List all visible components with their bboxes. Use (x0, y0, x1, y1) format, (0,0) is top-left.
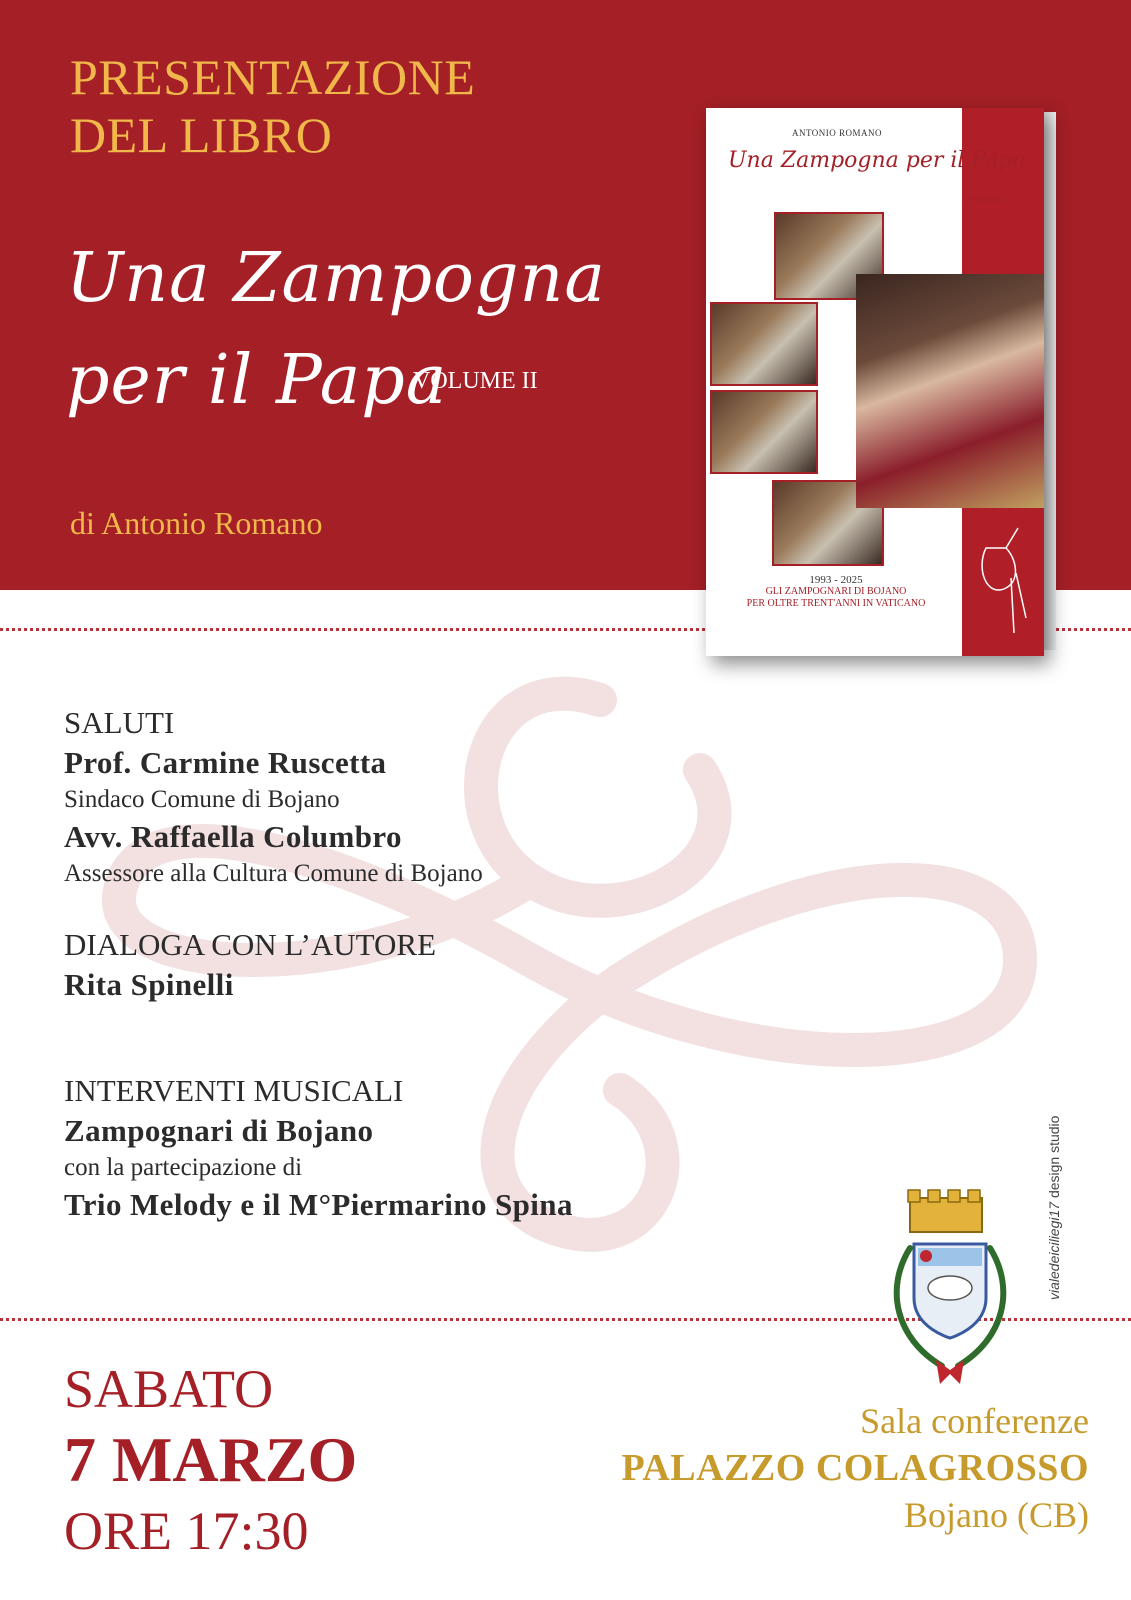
cover-photo-3 (710, 390, 818, 474)
cover-volume: VOLUME II (964, 194, 1011, 204)
cover-photo-2 (710, 302, 818, 386)
bagpipe-icon (976, 518, 1036, 638)
coat-of-arms-icon (880, 1188, 1020, 1388)
event-time: ORE 17:30 (64, 1501, 309, 1561)
event-date (64, 1355, 357, 1565)
cover-years: 1993 - 2025 (809, 574, 863, 586)
saluti-heading: SALUTI (64, 705, 175, 740)
event-day: SABATO (64, 1359, 274, 1419)
music-group: Zampognari di Bojano (64, 1113, 374, 1148)
cover-dates (726, 574, 946, 610)
kicker-line-2: DEL LIBRO (70, 107, 333, 163)
cover-title: Una Zampogna per il Papa (728, 148, 1026, 173)
book-spine (1044, 112, 1056, 650)
book-title (66, 228, 606, 432)
book-title-line-2: per il Papa (66, 341, 448, 420)
music-with: con la partecipazione di (64, 1154, 303, 1181)
cover-author: ANTONIO ROMANO (791, 128, 883, 138)
kicker-line-1: PRESENTAZIONE (70, 49, 476, 105)
speaker-1-name: Prof. Carmine Ruscetta (64, 745, 387, 780)
venue-building: PALAZZO COLAGROSSO (621, 1447, 1089, 1489)
designer-name: vialedeiciliegi17 (1046, 1201, 1062, 1300)
book-volume: VOLUME II (413, 368, 538, 394)
speaker-2-role: Assessore alla Cultura Comune di Bojano (64, 860, 483, 887)
event-date-value: 7 MARZO (64, 1424, 358, 1495)
cover-subtitle-2: PER OLTRE TRENT'ANNI IN VATICANO (746, 598, 926, 609)
music-heading: INTERVENTI MUSICALI (64, 1073, 404, 1108)
venue-room: Sala conferenze (860, 1401, 1089, 1441)
designer-studio: design studio (1046, 1115, 1062, 1199)
venue-city: Bojano (CB) (904, 1495, 1089, 1535)
cover-red-block-top (962, 108, 1044, 274)
event-venue (621, 1398, 1089, 1538)
program (64, 703, 573, 1225)
designer-credit (1046, 1116, 1062, 1300)
music-guests: Trio Melody e il M°Piermarino Spina (64, 1187, 573, 1222)
event-kicker (70, 48, 475, 164)
moderator-name: Rita Spinelli (64, 967, 234, 1002)
dialoga-heading: DIALOGA CON L’AUTORE (64, 927, 436, 962)
speaker-1-role: Sindaco Comune di Bojano (64, 786, 340, 813)
speaker-2-name: Avv. Raffaella Columbro (64, 819, 402, 854)
book-cover (706, 108, 1044, 656)
cover-subtitle-1: GLI ZAMPOGNARI DI BOJANO (765, 586, 907, 597)
book-title-line-1: Una Zampogna (66, 239, 606, 318)
book-author: di Antonio Romano (70, 505, 323, 541)
cover-main-photo (856, 274, 1044, 508)
